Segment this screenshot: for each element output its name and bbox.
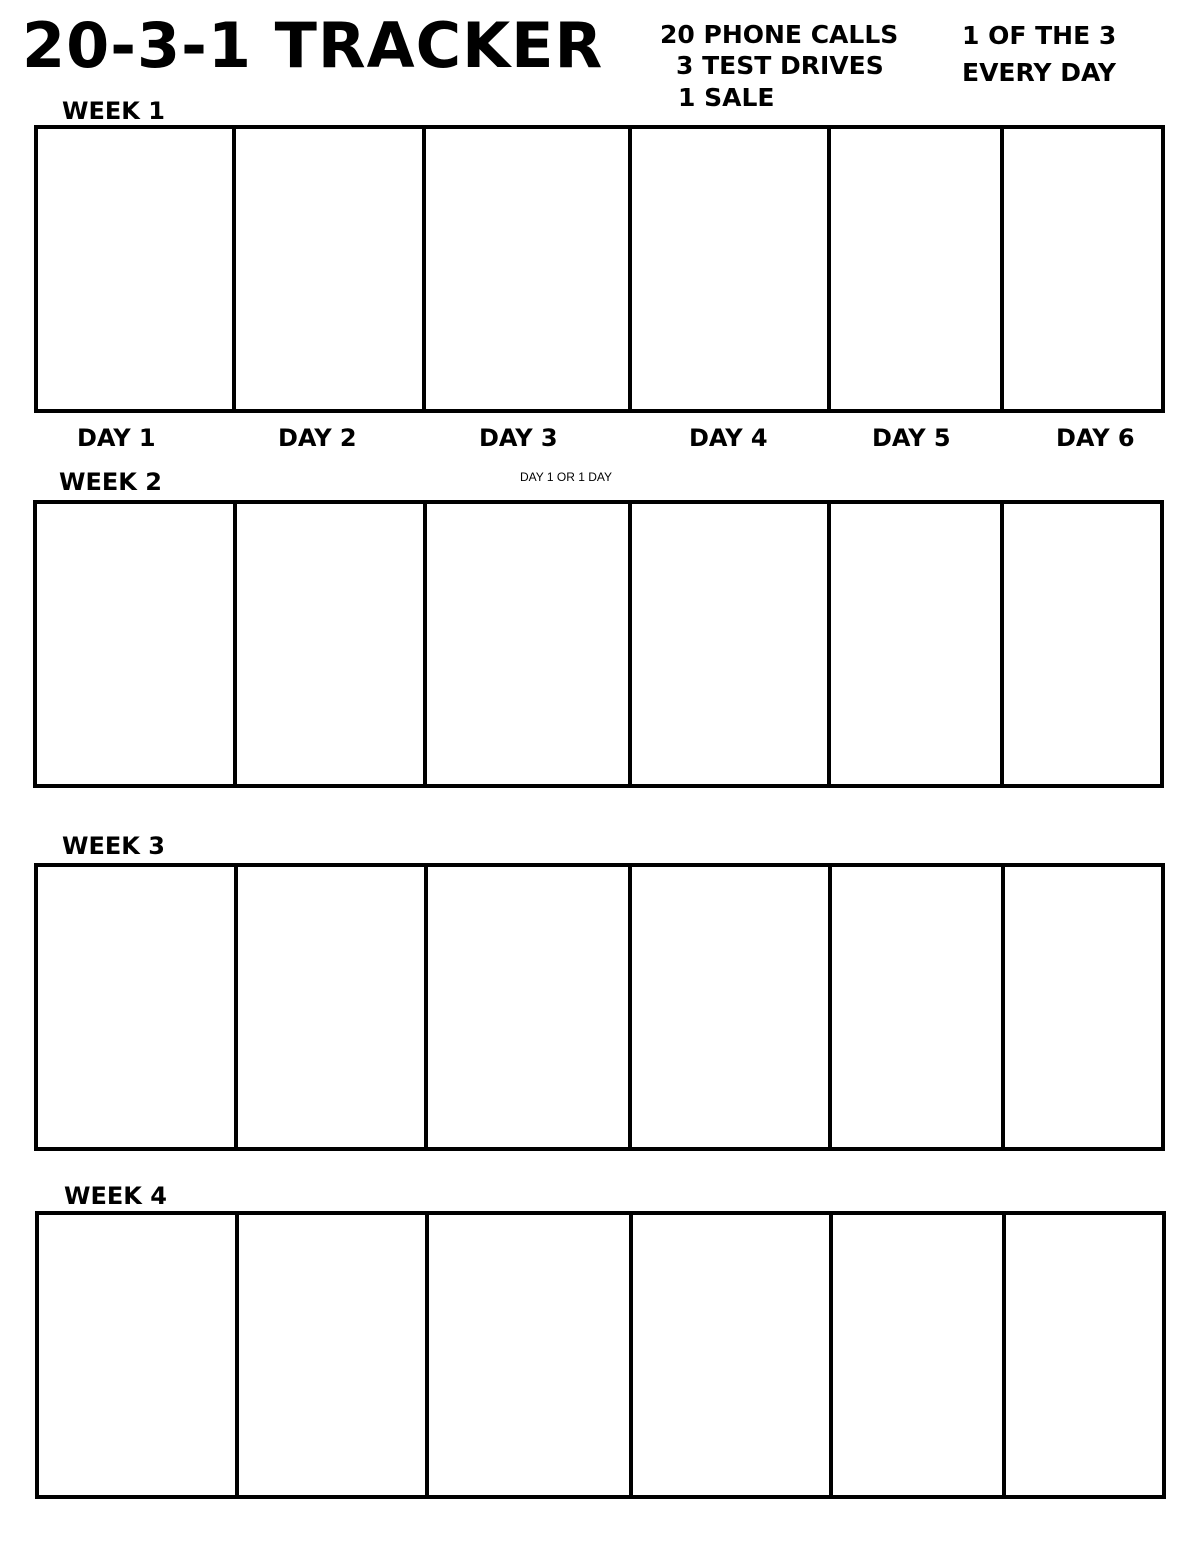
week-1-grid xyxy=(34,125,1165,413)
week-3-day-2-cell[interactable] xyxy=(238,867,428,1147)
week-3-day-3-cell[interactable] xyxy=(428,867,632,1147)
day-4-label: DAY 4 xyxy=(689,424,768,452)
goal-sale: 1 SALE xyxy=(678,83,775,112)
week-3-day-5-cell[interactable] xyxy=(832,867,1005,1147)
goal-phone-calls: 20 PHONE CALLS xyxy=(660,20,899,49)
week-2-day-2-cell[interactable] xyxy=(237,504,427,784)
week-2-day-1-cell[interactable] xyxy=(37,504,237,784)
week-1-day-4-cell[interactable] xyxy=(632,129,831,409)
week-2-label: WEEK 2 xyxy=(59,468,162,496)
rule-line-2: EVERY DAY xyxy=(962,58,1117,87)
week-1-day-1-cell[interactable] xyxy=(38,129,236,409)
week-3-day-6-cell[interactable] xyxy=(1005,867,1161,1147)
week-4-day-4-cell[interactable] xyxy=(633,1215,833,1495)
week-1-day-2-cell[interactable] xyxy=(236,129,426,409)
week-3-grid xyxy=(34,863,1165,1151)
rule-line-1: 1 OF THE 3 xyxy=(962,21,1117,50)
week-4-day-5-cell[interactable] xyxy=(833,1215,1006,1495)
day-3-label: DAY 3 xyxy=(479,424,558,452)
week-2-day-3-cell[interactable] xyxy=(427,504,632,784)
week-3-day-4-cell[interactable] xyxy=(632,867,832,1147)
week-2-day-6-cell[interactable] xyxy=(1004,504,1160,784)
week-4-day-1-cell[interactable] xyxy=(39,1215,239,1495)
week-2-grid xyxy=(33,500,1164,788)
week-1-day-6-cell[interactable] xyxy=(1004,129,1161,409)
week-4-day-6-cell[interactable] xyxy=(1006,1215,1162,1495)
week-4-label: WEEK 4 xyxy=(64,1182,167,1210)
week-4-grid xyxy=(35,1211,1166,1499)
day-6-label: DAY 6 xyxy=(1056,424,1135,452)
week-3-label: WEEK 3 xyxy=(62,832,165,860)
week-4-day-3-cell[interactable] xyxy=(429,1215,633,1495)
week-1-day-5-cell[interactable] xyxy=(831,129,1004,409)
goal-test-drives: 3 TEST DRIVES xyxy=(676,51,884,80)
day-5-label: DAY 5 xyxy=(872,424,951,452)
week-1-day-3-cell[interactable] xyxy=(426,129,632,409)
week-3-day-1-cell[interactable] xyxy=(38,867,238,1147)
week-2-day-5-cell[interactable] xyxy=(831,504,1004,784)
week-2-day-4-cell[interactable] xyxy=(632,504,831,784)
day-1-label: DAY 1 xyxy=(77,424,156,452)
day-2-label: DAY 2 xyxy=(278,424,357,452)
day-one-note: DAY 1 OR 1 DAY xyxy=(520,470,613,484)
week-4-day-2-cell[interactable] xyxy=(239,1215,429,1495)
page-title: 20-3-1 TRACKER xyxy=(22,9,604,82)
week-1-label: WEEK 1 xyxy=(62,97,165,125)
